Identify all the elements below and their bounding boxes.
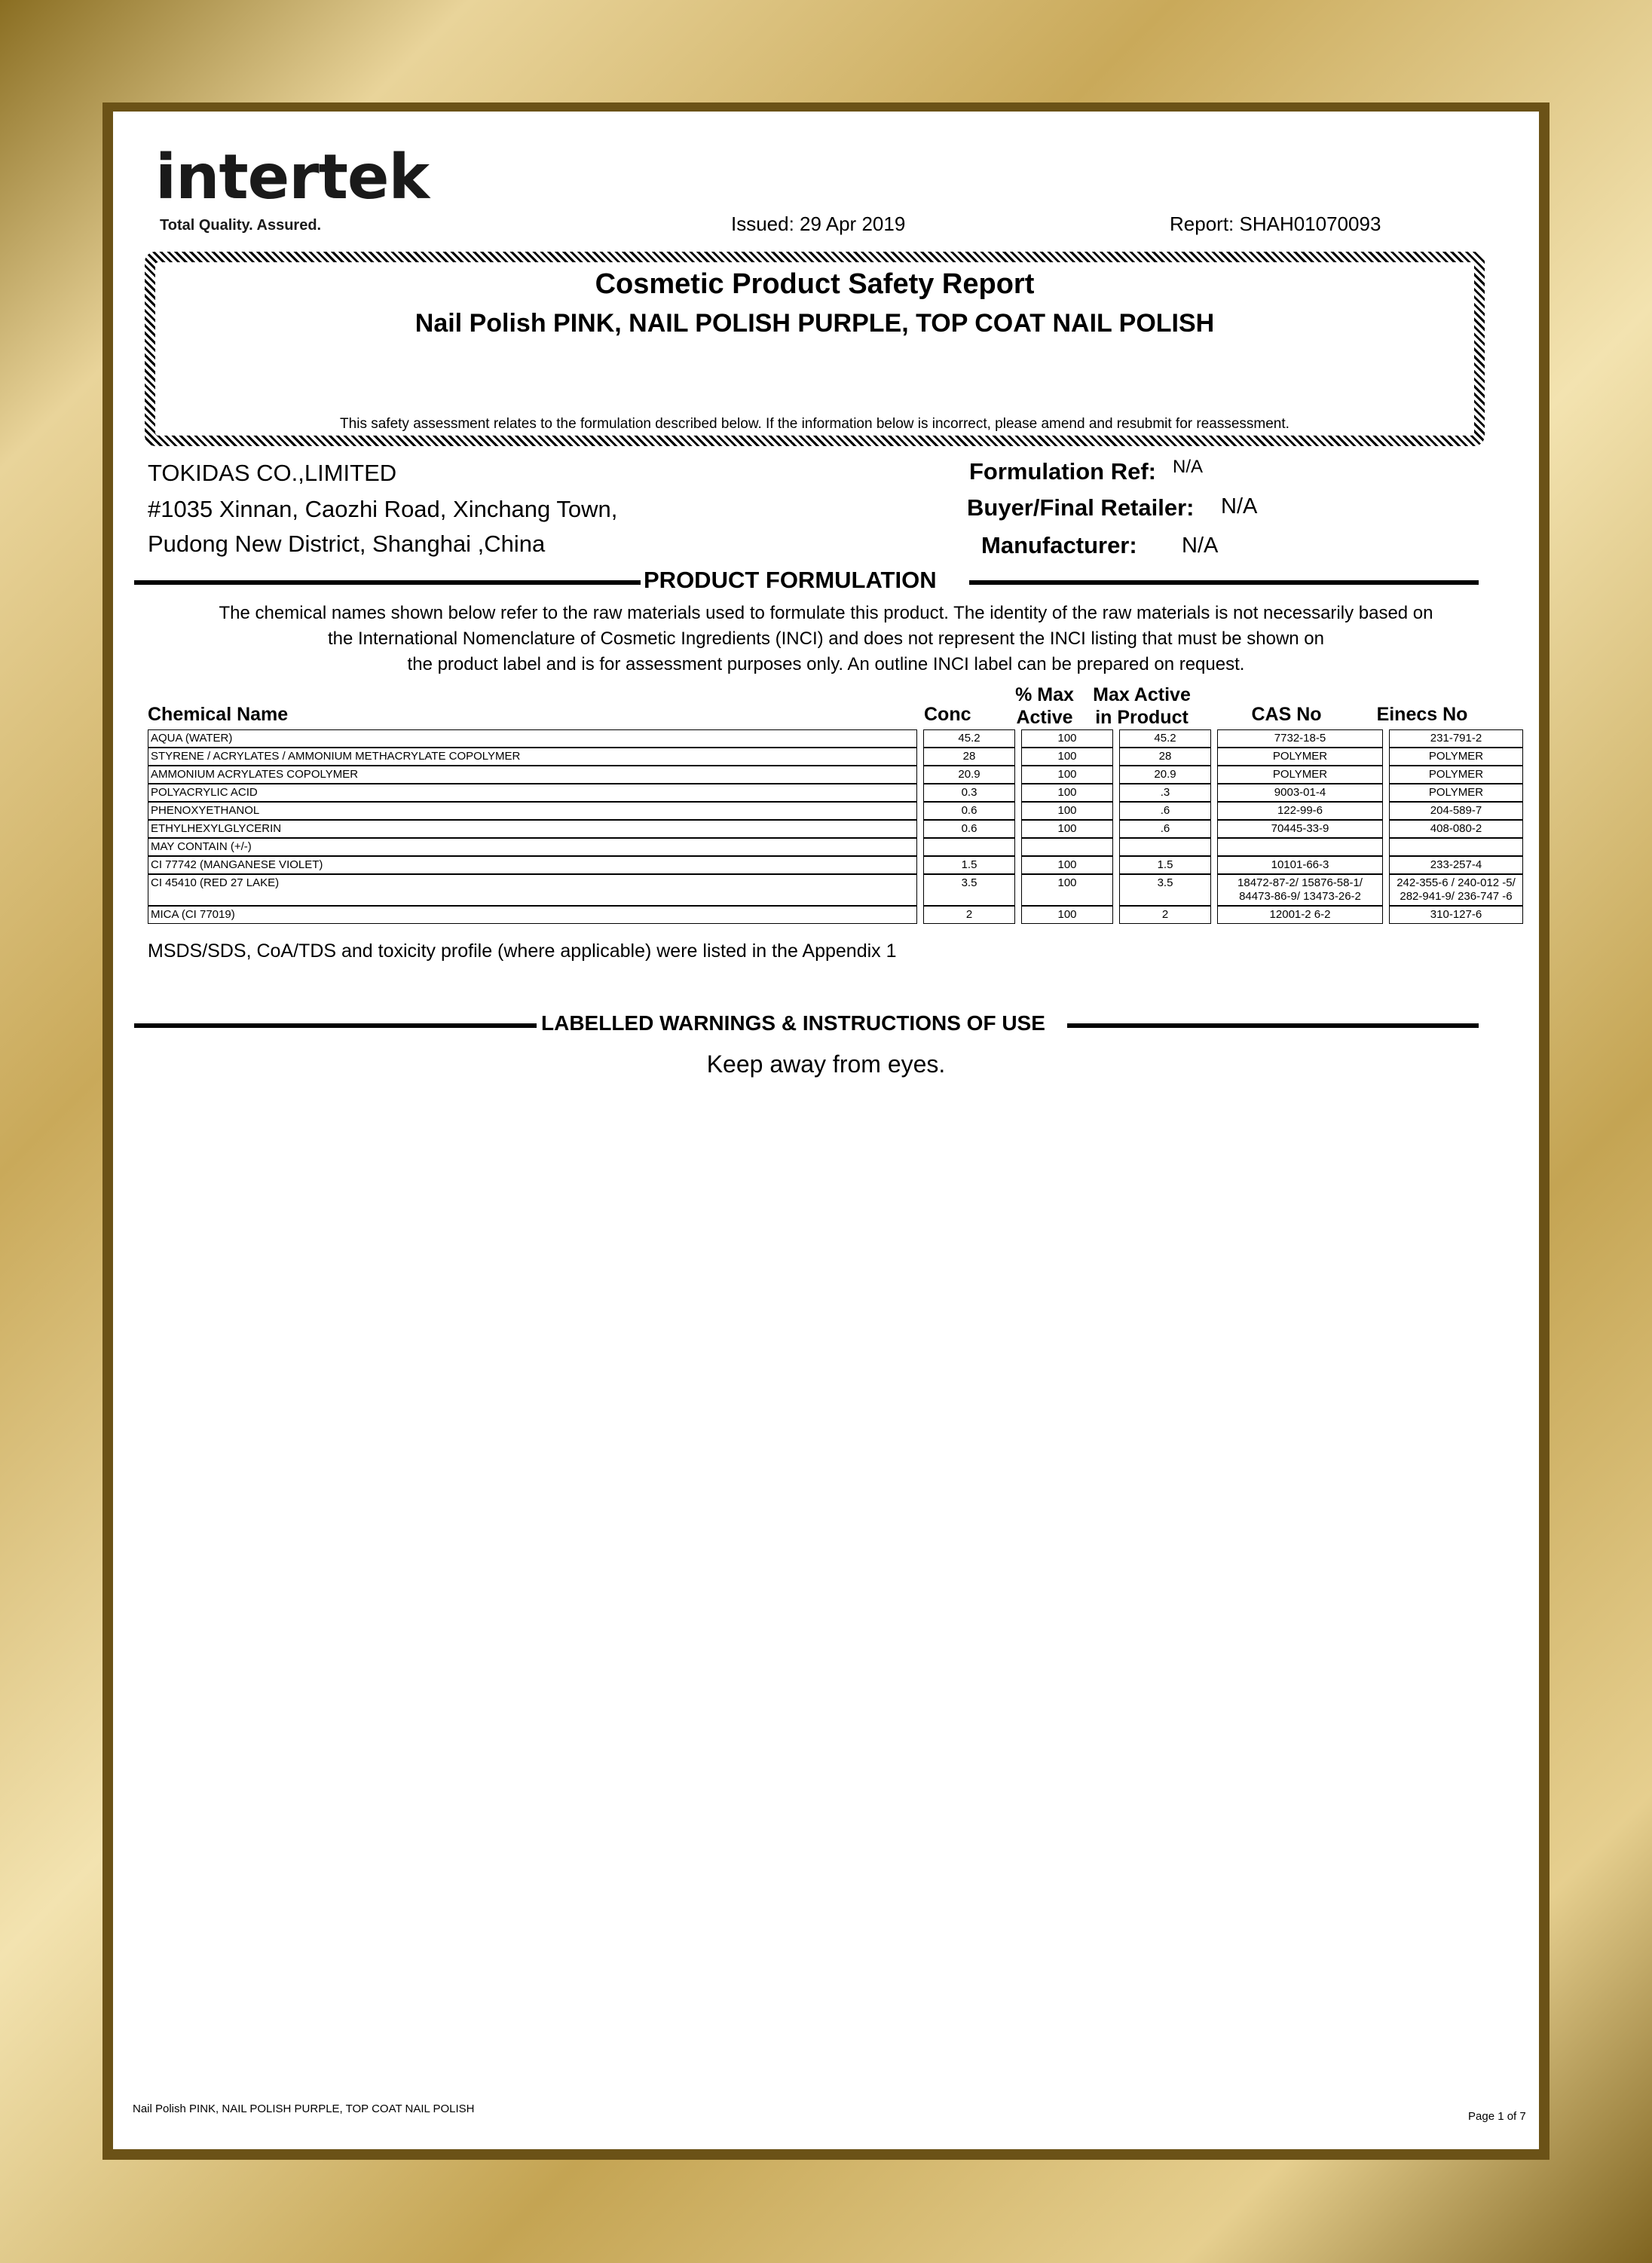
formulation-paragraph-line-3: the product label and is for assessment purposes only. An outline INCI label can be prepared on request. (407, 654, 1245, 674)
cell-pct: 100 (1021, 748, 1113, 766)
cell-cas: POLYMER (1217, 766, 1383, 784)
col-chemical-name: Chemical Name (148, 704, 289, 725)
reassessment-note: This safety assessment relates to the formulation described below. If the information below is incorrect, please amend and resubmit for reassessment. (340, 416, 1289, 432)
cell-pct: 100 (1021, 874, 1113, 906)
cell-name: CI 45410 (RED 27 LAKE) (148, 874, 917, 906)
cell-gap (917, 802, 923, 820)
cell-gap (917, 874, 923, 906)
cell-gap (1211, 906, 1217, 924)
intertek-logo: intertek (155, 142, 430, 213)
cell-gap (1113, 784, 1119, 802)
warnings-rule-right (1067, 1023, 1479, 1028)
cell-einecs (1389, 838, 1523, 856)
col-einecs-no: Einecs No (1376, 704, 1468, 725)
cell-conc: 20.9 (923, 766, 1015, 784)
formulation-ref-value: N/A (1173, 457, 1204, 477)
cell-gap (1383, 820, 1389, 838)
report-subtitle: Nail Polish PINK, NAIL POLISH PURPLE, TOP COAT NAIL POLISH (415, 309, 1215, 338)
report-title: Cosmetic Product Safety Report (595, 268, 1035, 300)
cell-gap (1113, 856, 1119, 874)
table-row (148, 856, 1523, 874)
cell-gap (1383, 856, 1389, 874)
footer-page-number: Page 1 of 7 (1468, 2110, 1526, 2123)
report-number: Report: SHAH01070093 (1170, 213, 1381, 235)
cell-gap (1015, 784, 1021, 802)
cell-gap (1015, 802, 1021, 820)
cell-gap (1015, 766, 1021, 784)
warnings-rule-left (134, 1023, 537, 1028)
cell-gap (1113, 838, 1119, 856)
cell-max: .6 (1119, 802, 1211, 820)
warnings-heading: LABELLED WARNINGS & INSTRUCTIONS OF USE (541, 1011, 1045, 1035)
formulation-paragraph-line-2: the International Nomenclature of Cosmetic Ingredients (INCI) and does not represent the INCI listing that must be shown on (327, 628, 1324, 649)
cell-conc (923, 838, 1015, 856)
col-max-active-line-1: Max Active (1093, 684, 1191, 705)
cell-gap (1015, 748, 1021, 766)
cell-einecs: 233-257-4 (1389, 856, 1523, 874)
cell-gap (1211, 856, 1217, 874)
cell-pct (1021, 838, 1113, 856)
cell-gap (1113, 802, 1119, 820)
cell-conc: 3.5 (923, 874, 1015, 906)
cell-gap (1015, 838, 1021, 856)
col-pct-max-line-1: % Max (1015, 684, 1074, 705)
cell-name: ETHYLHEXYLGLYCERIN (148, 820, 917, 838)
cell-einecs: 310-127-6 (1389, 906, 1523, 924)
col-conc: Conc (924, 704, 971, 725)
cell-conc: 28 (923, 748, 1015, 766)
cell-gap (1211, 838, 1217, 856)
table-row (148, 802, 1523, 820)
cell-gap (917, 856, 923, 874)
table-row (148, 874, 1523, 906)
cell-max: 45.2 (1119, 729, 1211, 748)
cell-cas: 70445-33-9 (1217, 820, 1383, 838)
cell-name: MAY CONTAIN (+/-) (148, 838, 917, 856)
cell-conc: 0.6 (923, 820, 1015, 838)
title-box-inner (155, 262, 1474, 436)
cell-max: 20.9 (1119, 766, 1211, 784)
cell-gap (1015, 729, 1021, 748)
cell-gap (917, 784, 923, 802)
table-row (148, 838, 1523, 856)
report-page (113, 112, 1539, 2149)
table-row (148, 729, 1523, 748)
cell-max: .6 (1119, 820, 1211, 838)
client-address-line-2: Pudong New District, Shanghai ,China (148, 531, 546, 557)
cell-einecs: 204-589-7 (1389, 802, 1523, 820)
cell-name: CI 77742 (MANGANESE VIOLET) (148, 856, 917, 874)
cell-pct: 100 (1021, 802, 1113, 820)
cell-gap (1211, 874, 1217, 906)
cell-gap (1383, 729, 1389, 748)
cell-name: STYRENE / ACRYLATES / AMMONIUM METHACRYLATE COPOLYMER (148, 748, 917, 766)
cell-gap (1211, 766, 1217, 784)
product-formulation-heading: PRODUCT FORMULATION (644, 567, 937, 593)
cell-gap (1015, 856, 1021, 874)
cell-gap (1113, 729, 1119, 748)
cell-pct: 100 (1021, 729, 1113, 748)
cell-einecs: POLYMER (1389, 748, 1523, 766)
cell-pct: 100 (1021, 906, 1113, 924)
cell-einecs: 242-355-6 / 240-012 -5/ 282-941-9/ 236-747 -6 (1389, 874, 1523, 906)
cell-max: 2 (1119, 906, 1211, 924)
cell-gap (1015, 820, 1021, 838)
cell-name: PHENOXYETHANOL (148, 802, 917, 820)
cell-max (1119, 838, 1211, 856)
cell-pct: 100 (1021, 820, 1113, 838)
cell-gap (1383, 838, 1389, 856)
cell-name: MICA (CI 77019) (148, 906, 917, 924)
cell-name: AQUA (WATER) (148, 729, 917, 748)
formulation-paragraph-line-1: The chemical names shown below refer to the raw materials used to formulate this product. The identity of the raw materials is not necessarily based on (219, 603, 1433, 623)
cell-gap (1211, 784, 1217, 802)
footer-product-name: Nail Polish PINK, NAIL POLISH PURPLE, TOP COAT NAIL POLISH (133, 2102, 475, 2115)
cell-name: AMMONIUM ACRYLATES COPOLYMER (148, 766, 917, 784)
formulation-ref-label: Formulation Ref: (969, 458, 1156, 485)
cell-gap (917, 820, 923, 838)
cell-name: POLYACRYLIC ACID (148, 784, 917, 802)
col-pct-max-line-2: Active (1016, 707, 1073, 728)
buyer-label: Buyer/Final Retailer: (967, 494, 1195, 521)
buyer-value: N/A (1221, 494, 1258, 518)
issued-date: Issued: 29 Apr 2019 (731, 213, 906, 235)
cell-gap (1211, 729, 1217, 748)
cell-cas: 18472-87-2/ 15876-58-1/ 84473-86-9/ 13473-26-2 (1217, 874, 1383, 906)
cell-gap (1113, 748, 1119, 766)
cell-cas: 12001-2 6-2 (1217, 906, 1383, 924)
cell-cas: 122-99-6 (1217, 802, 1383, 820)
cell-gap (1383, 802, 1389, 820)
table-row (148, 784, 1523, 802)
cell-gap (1113, 820, 1119, 838)
table-row (148, 820, 1523, 838)
title-box (145, 252, 1485, 446)
warning-text: Keep away from eyes. (706, 1050, 946, 1078)
section-rule-right (969, 580, 1479, 585)
appendix-note: MSDS/SDS, CoA/TDS and toxicity profile (where applicable) were listed in the Appendix 1 (148, 940, 897, 962)
cell-gap (917, 766, 923, 784)
cell-cas: 10101-66-3 (1217, 856, 1383, 874)
cell-pct: 100 (1021, 784, 1113, 802)
cell-gap (1383, 874, 1389, 906)
cell-conc: 0.3 (923, 784, 1015, 802)
cell-max: 1.5 (1119, 856, 1211, 874)
cell-cas: POLYMER (1217, 748, 1383, 766)
cell-einecs: POLYMER (1389, 784, 1523, 802)
client-address-line-1: #1035 Xinnan, Caozhi Road, Xinchang Town, (148, 496, 618, 522)
col-cas-no: CAS No (1251, 704, 1322, 725)
cell-gap (917, 748, 923, 766)
cell-conc: 0.6 (923, 802, 1015, 820)
cell-gap (917, 729, 923, 748)
cell-gap (1211, 820, 1217, 838)
manufacturer-value: N/A (1182, 534, 1219, 558)
cell-einecs: 231-791-2 (1389, 729, 1523, 748)
cell-gap (1113, 766, 1119, 784)
cell-pct: 100 (1021, 856, 1113, 874)
cell-gap (1211, 748, 1217, 766)
logo-tagline: Total Quality. Assured. (160, 217, 322, 234)
table-row (148, 766, 1523, 784)
client-name: TOKIDAS CO.,LIMITED (148, 460, 397, 486)
cell-gap (1383, 766, 1389, 784)
cell-conc: 2 (923, 906, 1015, 924)
cell-gap (1015, 874, 1021, 906)
cell-gap (1113, 906, 1119, 924)
cell-max: 3.5 (1119, 874, 1211, 906)
cell-gap (1015, 906, 1021, 924)
cell-gap (917, 838, 923, 856)
cell-cas: 9003-01-4 (1217, 784, 1383, 802)
cell-cas (1217, 838, 1383, 856)
cell-max: 28 (1119, 748, 1211, 766)
cell-conc: 45.2 (923, 729, 1015, 748)
cell-einecs: 408-080-2 (1389, 820, 1523, 838)
col-max-active-line-2: in Product (1095, 707, 1189, 728)
cell-gap (1211, 802, 1217, 820)
cell-gap (1113, 874, 1119, 906)
cell-gap (1383, 748, 1389, 766)
chemical-table (148, 729, 1523, 924)
manufacturer-label: Manufacturer: (981, 532, 1137, 558)
section-rule-left (134, 580, 641, 585)
table-row (148, 906, 1523, 924)
cell-pct: 100 (1021, 766, 1113, 784)
cell-cas: 7732-18-5 (1217, 729, 1383, 748)
table-row (148, 748, 1523, 766)
cell-einecs: POLYMER (1389, 766, 1523, 784)
cell-max: .3 (1119, 784, 1211, 802)
cell-gap (917, 906, 923, 924)
cell-conc: 1.5 (923, 856, 1015, 874)
cell-gap (1383, 784, 1389, 802)
cell-gap (1383, 906, 1389, 924)
